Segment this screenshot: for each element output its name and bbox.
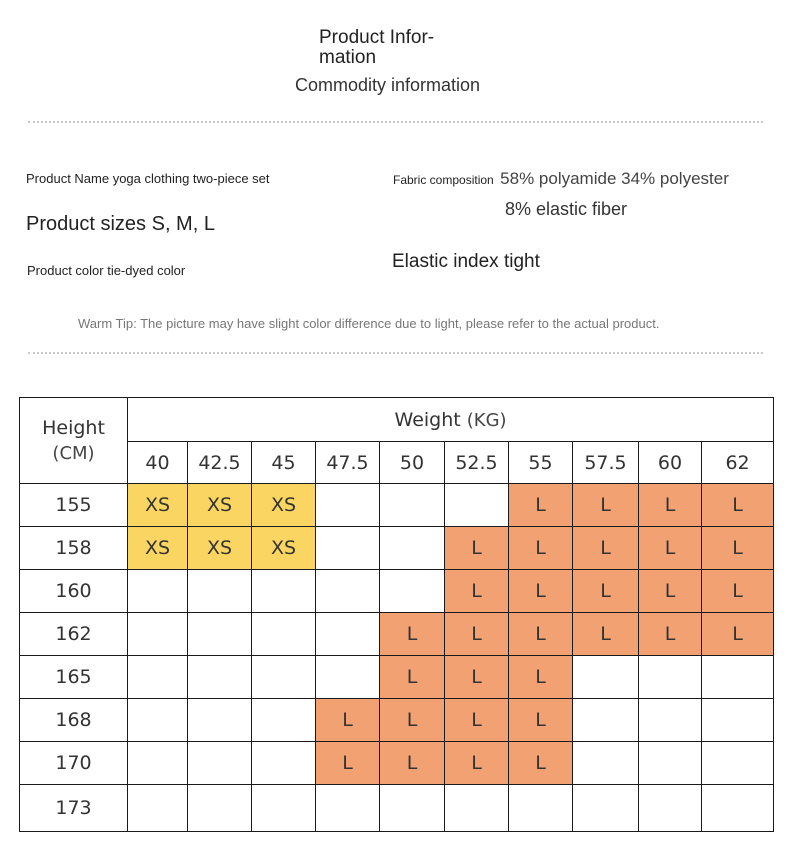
warm-tip: Warm Tip: The picture may have slight color difference due to light, please refer to the actual product. [78,316,660,331]
fabric-label: Fabric composition [393,173,494,187]
height-unit: (CM) [52,442,95,464]
size-cell: L [445,656,509,699]
height-value-cell: 168 [20,699,128,742]
size-cell [639,742,702,785]
size-cell: L [509,570,573,613]
size-cell [188,742,252,785]
fabric-value-line2: 8% elastic fiber [505,199,628,219]
size-cell [639,656,702,699]
page-subtitle: Commodity information [295,75,481,95]
size-cell [573,742,639,785]
size-cell: L [509,742,573,785]
table-row [20,484,774,527]
weight-value-cell: 50 [380,442,445,484]
size-cell: L [380,699,445,742]
size-cell [252,742,316,785]
size-cell [188,785,252,832]
size-cell [702,699,774,742]
height-value-cell: 155 [20,484,128,527]
size-cell: L [380,742,445,785]
table-row [20,570,774,613]
size-cell [252,785,316,832]
size-cell: L [573,613,639,656]
size-cell: L [639,484,702,527]
weights-row [20,442,774,484]
size-cell: XS [128,484,188,527]
size-cell: L [573,570,639,613]
page-title-line2: mation [319,47,377,68]
size-cell [128,699,188,742]
size-cell [573,699,639,742]
product-sizes: Product sizes S, M, L [26,213,215,235]
size-cell: L [509,656,573,699]
weight-label: Weight [394,408,461,431]
weight-value-cell: 52.5 [445,442,509,484]
size-cell [573,656,639,699]
size-cell: L [509,699,573,742]
size-cell [316,527,380,570]
size-cell: L [316,699,380,742]
weight-value-cell: 62 [702,442,774,484]
weight-value-cell: 55 [509,442,573,484]
size-cell: L [380,656,445,699]
size-cell: XS [252,527,316,570]
height-header [20,398,128,484]
size-cell: L [639,527,702,570]
size-cell: L [316,742,380,785]
size-cell [702,742,774,785]
size-cell [316,613,380,656]
height-value-cell: 165 [20,656,128,699]
table-row [20,785,774,832]
weight-value-cell: 47.5 [316,442,380,484]
size-cell [509,785,573,832]
weight-unit: (KG) [466,409,507,431]
size-cell: L [702,527,774,570]
size-cell [380,570,445,613]
size-cell [188,570,252,613]
size-cell: L [380,613,445,656]
size-cell [445,484,509,527]
weight-value-cell: 60 [639,442,702,484]
size-cell: L [509,613,573,656]
table-row [20,527,774,570]
height-value-cell: 173 [20,785,128,832]
size-cell: L [702,484,774,527]
size-cell [639,699,702,742]
size-cell: XS [188,527,252,570]
size-cell: XS [188,484,252,527]
size-chart-table [19,397,774,832]
size-cell: XS [128,527,188,570]
size-cell [316,484,380,527]
size-cell [252,699,316,742]
table-row [20,613,774,656]
size-cell [380,484,445,527]
size-cell: L [445,699,509,742]
weight-value-cell: 57.5 [573,442,639,484]
size-cell [316,785,380,832]
size-cell: L [639,613,702,656]
size-cell: L [509,527,573,570]
page-title-line1: Product Infor- [319,27,435,48]
bottom-divider [28,352,763,354]
size-cell: L [445,570,509,613]
size-cell: L [702,570,774,613]
size-cell [188,656,252,699]
size-cell [252,570,316,613]
size-cell [380,785,445,832]
size-cell [316,656,380,699]
size-cell: L [509,484,573,527]
size-cell: L [573,527,639,570]
size-cell: L [573,484,639,527]
height-value-cell: 158 [20,527,128,570]
fabric-value-line1: 58% polyamide 34% polyester [500,169,729,188]
height-value-cell: 160 [20,570,128,613]
product-name: Product Name yoga clothing two-piece set [26,171,270,186]
size-cell [128,785,188,832]
weight-header [128,398,774,442]
product-color: Product color tie-dyed color [27,263,186,278]
size-cell: L [702,613,774,656]
top-divider [28,121,763,123]
size-cell [128,656,188,699]
size-cell [128,742,188,785]
size-cell [188,613,252,656]
size-cell [252,613,316,656]
size-cell [639,785,702,832]
size-cell [128,613,188,656]
table-row [20,699,774,742]
height-value-cell: 170 [20,742,128,785]
size-cell: L [639,570,702,613]
size-cell [380,527,445,570]
size-cell [128,570,188,613]
table-row [20,656,774,699]
elastic-index: Elastic index tight [392,251,540,272]
fabric-composition [393,169,729,189]
weight-value-cell: 45 [252,442,316,484]
size-cell [445,785,509,832]
size-cell [702,656,774,699]
size-cell: L [445,527,509,570]
size-cell [573,785,639,832]
size-cell [252,656,316,699]
size-cell: L [445,613,509,656]
weight-value-cell: 40 [128,442,188,484]
size-cell [316,570,380,613]
size-cell [188,699,252,742]
weight-value-cell: 42.5 [188,442,252,484]
table-row [20,742,774,785]
height-label: Height [42,416,105,439]
height-value-cell: 162 [20,613,128,656]
size-cell [702,785,774,832]
size-cell: XS [252,484,316,527]
size-cell: L [445,742,509,785]
